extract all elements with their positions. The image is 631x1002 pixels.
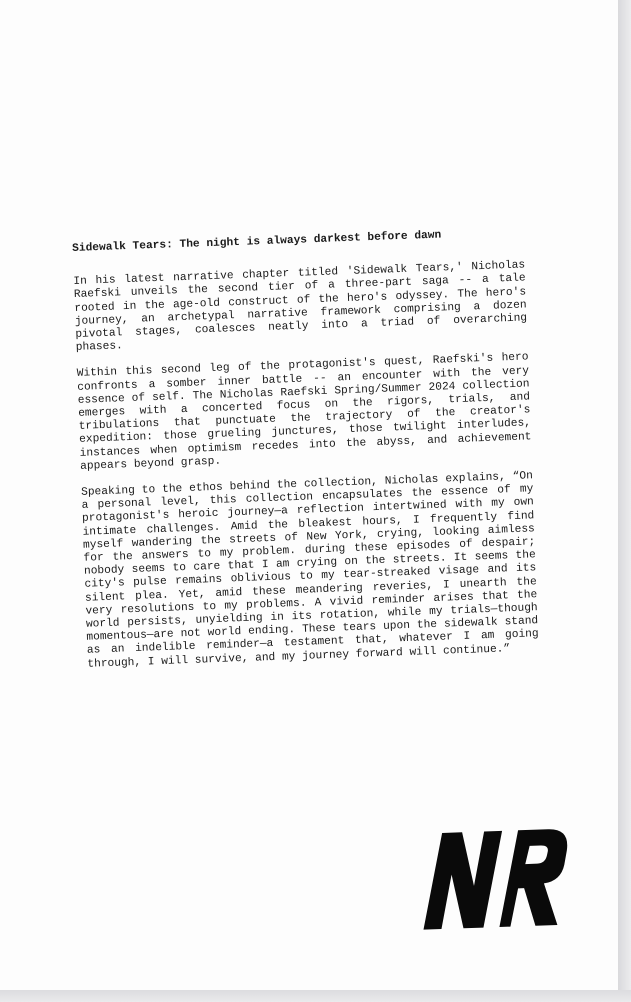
nr-logo-mark [420,829,570,930]
article-body [72,226,540,684]
page-edge-bottom [0,990,631,1002]
page-edge-right [618,0,631,1002]
article-title: Sidewalk Tears: The night is always darkest before dawn [72,229,442,255]
paragraph-second-leg: Within this second leg of the protagonist's quest, Raefski's hero confronts a somber inner battle -- an encounter with the very essence of self. The Nicholas Raefski Spring/Summer 2024 collection emerges with a concerted focus on the rigors, trials, and tribulations that punctuate the trajectory of the creator's expedition: those grueling junctures, those twilight interludes, instances when optimism recedes into the abyss, and achievement appears beyond grasp. [76,351,532,473]
paragraph-quote: Speaking to the ethos behind the collection, Nicholas explains, “On a personal level, this collection encapsulates the essence of my protagonist's heroic journey—a reflection intertwined with my own intimate challenges. Amid the bleakest hours, I frequently find myself wandering the streets of New York, crying, looking aimless for the answers to my problem. during these episodes of despair; nobody seems to care that I am crying on the streets. It seems the city's pulse remains oblivious to my tear-streaked visage and its silent plea. Yet, amid these meandering reveries, I unearth the very resolutions to my problems. A vivid reminder arises that the world persists, unyielding in its rotation, while my trials—though momentous—are not world ending. These tears upon the sidewalk stand as an indelible reminder—a testament that, whatever I am going through, I will survive, and my journey forward will continue.” [80,470,539,671]
paragraph-intro: In his latest narrative chapter titled 'Sidewalk Tears,' Nicholas Raefski unveils the second tier of a three-part saga -- a tale rooted in the age-old construct of the hero's odyssey. The hero's journey, an archetypal narrative framework comprising a dozen pivotal stages, coalesces neatly into a triad of overarching phases. [73,259,528,355]
nr-logo-icon [412,824,576,934]
